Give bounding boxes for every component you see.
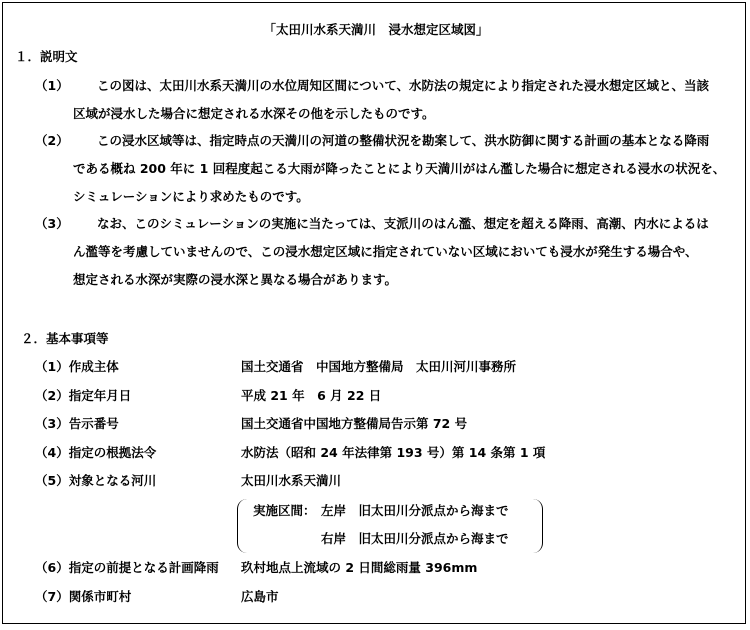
paragraph-2-line-3: シミュレーションにより求めたものです。 <box>73 189 309 204</box>
paragraph-2-line-2: である概ね 200 年に 1 回程度起こる大雨が降ったことにより天満川がはん濫した場合に想定される浸水の状況を、 <box>73 161 726 176</box>
item-5-label: （5）対象となる河川 <box>35 473 157 488</box>
paragraph-3-line-2: ん濫等を考慮していませんので、この浸水想定区域に指定されていない区域においても浸水が発生する場合や、 <box>73 244 698 259</box>
paragraph-1-line-2: 区域が浸水した場合に想定される水深その他を示したものです。 <box>73 106 435 121</box>
item-5-value: 太田川水系天満川 <box>241 473 342 488</box>
item-3-label: （3）告示番号 <box>35 416 119 431</box>
item-1-value: 国土交通省 中国地方整備局 太田川河川事務所 <box>241 359 517 374</box>
item-3-value: 国土交通省中国地方整備局告示第 72 号 <box>241 416 468 431</box>
item-2-label: （2）指定年月日 <box>35 388 132 403</box>
section2-heading: ２．基本事項等 <box>21 331 109 346</box>
item-6-value: 玖村地点上流域の 2 日間総雨量 396mm <box>241 560 478 575</box>
paragraph-3-line-1: なお、このシミュレーションの実施に当たっては、支派川のはん濫、想定を超える降雨、高潮、内水によるは <box>97 216 709 231</box>
paragraph-1-line-1: この図は、太田川水系天満川の水位周知区間について、水防法の規定により指定された浸水想定区域と、当該 <box>97 78 710 93</box>
paragraph-3-number: （3） <box>35 216 69 231</box>
item-1-label: （1）作成主体 <box>35 359 119 374</box>
section1-heading: １．説明文 <box>15 49 78 64</box>
paragraph-2-number: （2） <box>35 133 69 148</box>
item-4-value: 水防法（昭和 24 年法律第 193 号）第 14 条第 1 項 <box>241 445 546 460</box>
item-4-label: （4）指定の根拠法令 <box>35 445 157 460</box>
item-7-value: 広島市 <box>241 589 279 604</box>
section-range-label: 実施区間： <box>253 503 316 518</box>
item-6-label: （6）指定の前提となる計画降雨 <box>35 560 219 575</box>
left-bank-range: 左岸 旧太田川分派点から海まで <box>321 503 509 518</box>
paragraph-2-line-1: この浸水区域等は、指定時点の天満川の河道の整備状況を勘案して、洪水防御に関する計画の基本となる降雨 <box>97 133 710 148</box>
paragraph-3-line-3: 想定される水深が実際の浸水深と異なる場合があります。 <box>73 272 398 287</box>
document-title: 「太田川水系天満川 浸水想定区域図」 <box>263 22 489 37</box>
paragraph-1-number: （1） <box>35 78 69 93</box>
right-bank-range: 右岸 旧太田川分派点から海まで <box>321 531 509 546</box>
item-2-value: 平成 21 年 6 月 22 日 <box>241 388 382 403</box>
item-7-label: （7）関係市町村 <box>35 589 132 604</box>
document-frame <box>2 2 746 624</box>
